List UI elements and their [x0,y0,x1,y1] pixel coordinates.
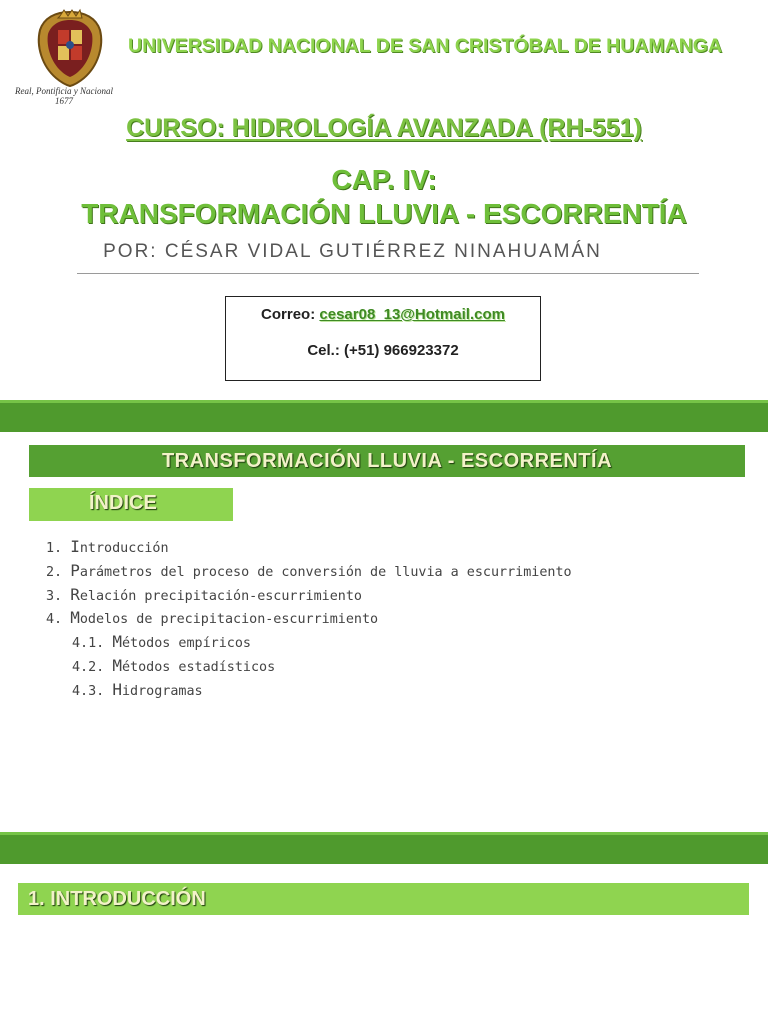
email-link[interactable]: cesar08_13@Hotmail.com [319,306,505,323]
slide-separator-band [0,832,768,864]
toc-number: 2. [46,564,63,580]
contact-email-row [226,306,540,323]
table-of-contents [46,535,746,702]
contact-phone: Cel.: (+51) 966923372 [307,342,459,359]
toc-initial: P [70,560,80,580]
crest-motto-line2: 1677 [55,96,73,106]
university-name: UNIVERSIDAD NACIONAL DE SAN CRISTÓBAL DE HUAMANGA [128,35,723,57]
toc-number: 3. [46,588,63,604]
toc-initial: R [70,584,80,604]
toc-initial: I [70,537,80,556]
author-divider [77,273,699,274]
contact-box [225,296,541,381]
toc-text: odelos de precipitacion-escurrimiento [79,612,379,628]
toc-text: étodos empíricos [121,636,251,652]
course-title: CURSO: HIDROLOGÍA AVANZADA (RH-551) [126,114,642,142]
author-line: POR: CÉSAR VIDAL GUTIÉRREZ NINAHUAMÁN [103,241,602,262]
toc-initial: H [112,679,122,699]
chapter-title: TRANSFORMACIÓN LLUVIA - ESCORRENTÍA [81,198,687,229]
toc-text: étodos estadísticos [121,659,276,675]
toc-item [46,583,746,607]
toc-subitem [46,630,746,654]
toc-initial: M [112,655,122,675]
toc-text: elación precipitación-escurrimiento [79,588,362,604]
chapter-number: CAP. IV: [331,164,437,195]
toc-text: arámetros del proceso de conversión de lluvia a escurrimiento [79,564,572,580]
toc-item [46,606,746,630]
section-header: 1. INTRODUCCIÓN [18,883,749,915]
slide-separator-band [0,400,768,432]
email-label: Correo: [261,306,316,323]
toc-number: 1. [46,541,63,556]
toc-item [46,535,746,559]
index-title: ÍNDICE [29,488,233,521]
toc-initial: M [112,632,122,652]
toc-subitem [46,678,746,702]
slide-header: TRANSFORMACIÓN LLUVIA - ESCORRENTÍA [29,445,745,477]
toc-number: 4.1. [72,636,105,652]
toc-number: 4.3. [72,683,105,699]
toc-subitem [46,654,746,678]
toc-text: idrogramas [121,683,203,699]
toc-item [46,559,746,583]
crest-motto [8,86,120,106]
toc-number: 4. [46,612,63,628]
toc-number: 4.2. [72,659,105,675]
university-crest-icon [30,8,110,88]
crest-motto-line1: Real, Pontificia y Nacional [15,86,113,96]
toc-initial: M [70,608,80,628]
toc-text: ntroducción [79,541,169,556]
